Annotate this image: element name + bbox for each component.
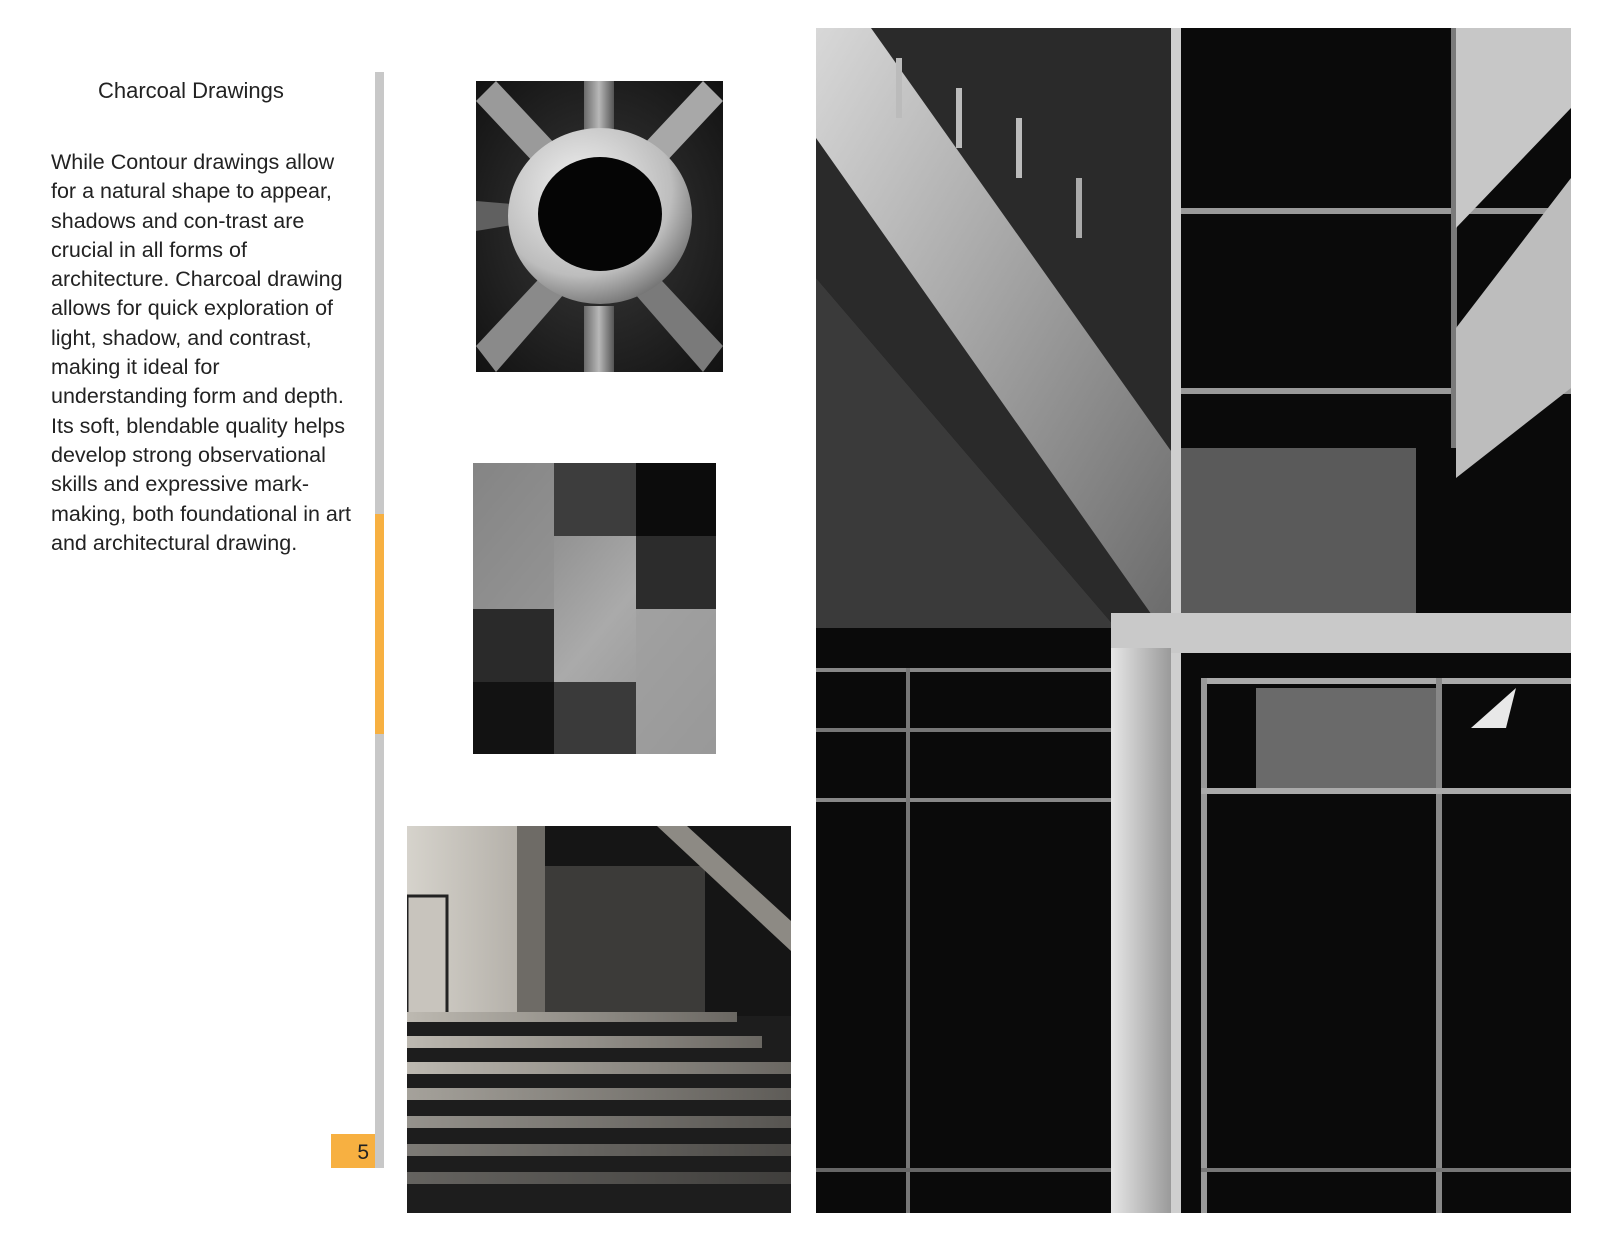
charcoal-drawing-facade <box>816 28 1571 1213</box>
charcoal-drawing-blocks <box>473 463 716 754</box>
page-title: Charcoal Drawings <box>98 78 284 103</box>
page-number: 5 <box>357 1141 369 1164</box>
body-paragraph: While Contour drawings allow for a natural shape to appear, shadows and con-trast are crucial in all forms of architecture. Charcoal drawing allows for quick exploration of light, shadow, and contrast, making it ideal for understanding form and depth. Its soft, blendable quality helps develop strong observational skills and expressive mark-making, both foundational in art and architectural drawing. <box>51 150 352 555</box>
charcoal-drawing-stairs <box>407 826 791 1213</box>
page-number-badge <box>331 1134 375 1168</box>
divider-accent <box>375 514 384 734</box>
charcoal-drawing-oculus <box>476 81 723 372</box>
